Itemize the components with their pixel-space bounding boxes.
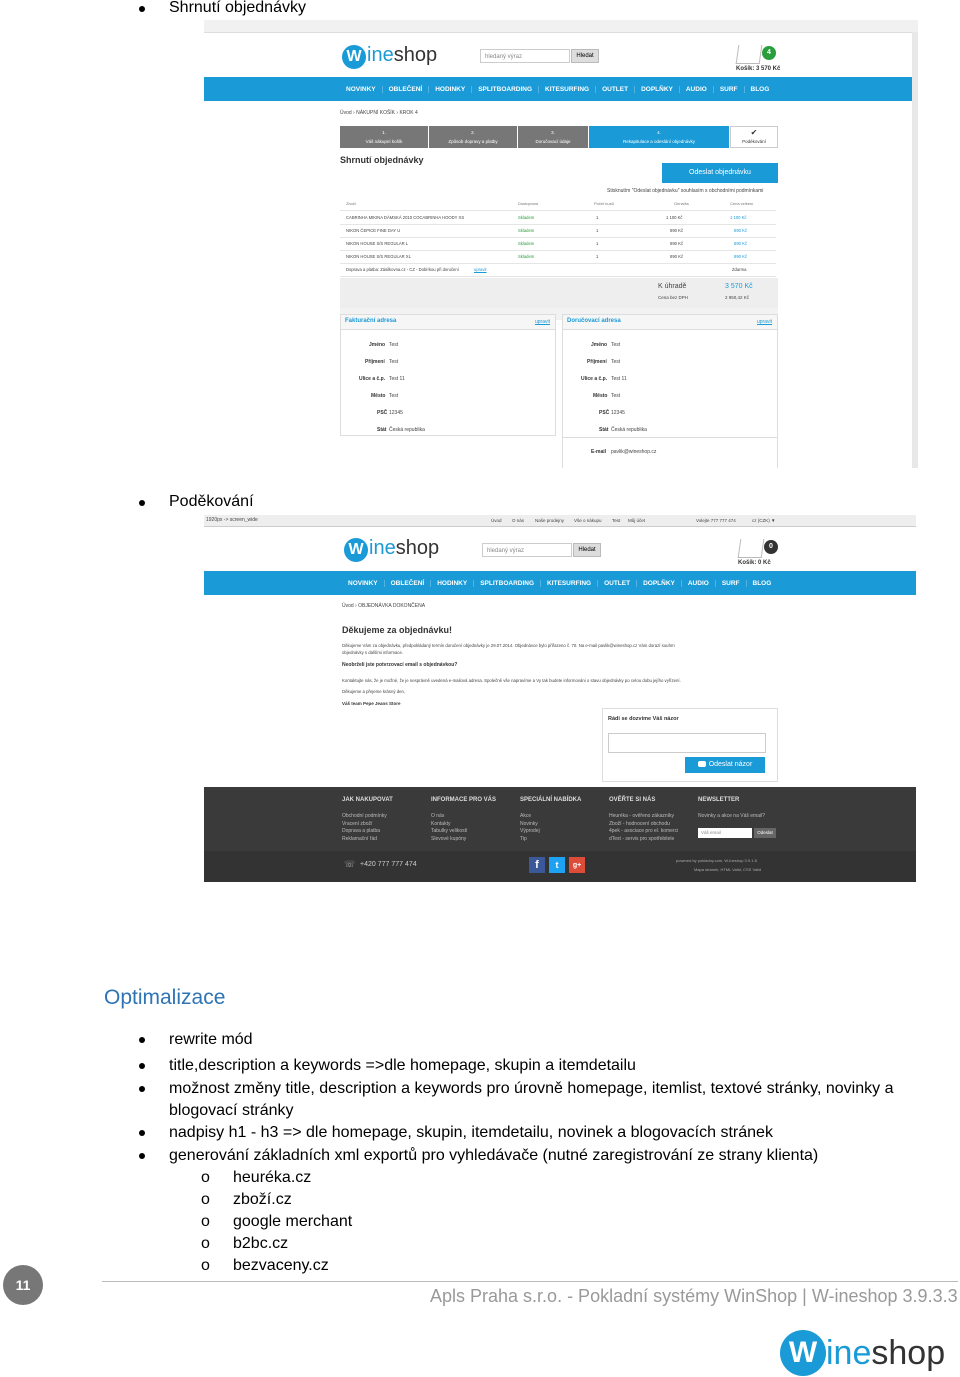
wineshop-logo[interactable]: W ineshop xyxy=(342,44,437,69)
shipping-row: Doprava a platba: Zásilkovna.cz - CZ - Dobírkou při doručení upravit Zdarma xyxy=(340,264,776,277)
list-item: nadpisy h1 - h3 => dle homepage, skupin, itemdetailu, novinek a blogovacích stránek xyxy=(169,1124,773,1141)
nav-item[interactable]: OUTLET xyxy=(598,580,637,587)
page-title: Děkujeme za objednávku! xyxy=(342,625,453,635)
twitter-icon[interactable]: t xyxy=(549,857,565,873)
checkout-step[interactable]: 3. Doručovací údaje xyxy=(518,126,588,148)
cart-icon[interactable] xyxy=(736,45,763,64)
sub-list-item: google merchant xyxy=(233,1213,353,1230)
table-row: NIKON HOUSE S/S REGULAR L Skladem 1 890 Kč 890 Kč xyxy=(340,238,776,251)
section-label-thanks: Poděkování xyxy=(169,493,254,510)
consent-text: Stisknutím "Odeslat objednávku" souhlasím s obchodními podmínkami xyxy=(607,188,764,194)
delivery-edit-link[interactable]: upravit xyxy=(757,319,773,325)
sub-bullet: o xyxy=(201,1257,210,1274)
sub-bullet: o xyxy=(201,1191,210,1208)
bullet xyxy=(139,1063,145,1069)
screenshot-order-summary xyxy=(204,20,918,468)
nav-item[interactable]: SURF xyxy=(716,580,747,587)
logo-w-circle: W xyxy=(780,1330,826,1376)
bullet xyxy=(139,1130,145,1136)
to-pay-label: K úhradě xyxy=(658,283,687,290)
section-label-summary: Shrnutí objednávky xyxy=(169,0,306,16)
cart-icon[interactable] xyxy=(738,539,765,558)
screenshot-thank-you: 1920px -> screen_wide Úvod O nás Naše prodejny Vše o nákupu Test Můj účet Volejte 777 777 474 cz (CZK) ▼ W ineshop hledaný výraz Hledat 0 Košík: 0 Kč NOVINKY OBLEČENÍ HODINKY SPLITBOARDING KITESURFING OUTLET DOPLŇKY AUDIO SURF BLOG Úvod › OBJEDNÁVKA DOKONČENA Děkujeme za objednávku! Děkujeme Vám za objednávku, předpokládaný termín doručení objednávky je 29.07.2014. Objednávce bylo přiřazeno č. 70. Na e-mail pavlik@wineshop.cz Vám dorazí souhrn objednávky s dalšími informace. Neobrželi jste potvrzovací email s objednávkou? Kontaktujte nás, že je možné, že je nesprávně uvedená e-mailová adresa. Společně vše napravíme a Vy tak budete informováni o stavu objednávky po celou dobu jejího vyřízení. Děkujeme a přejeme krásný den, Váš team Pepe Jeans Store Rádi se dozvíme Váš názor Odeslat názor JAK NAKUPOVAT Obchodní podmínky Vracení zboží Doprava a platba Reklamační řád INFORMACE PRO VÁS O nás Kontakty Tabulky velikostí Slevové kupóny SPECIÁLNÍ NABÍDKA Akce Novinky Výprodej Tip OVĚŘTE SI NÁS Heuréka - ověřeno zákazníky Zboží - hodnocení obchodu 4pek - asociace pro el. komerci dTest - servis pro spotřebitele NEWSLETTER Novinky a akce na Váš email? Váš email Odeslat ☏ +420 777 777 474 f t g+ powered by pokladny.com, W-ineshop 3.9.1.8 Mapa stránek, HTML Valid, CSS Valid xyxy=(204,515,916,882)
send-icon xyxy=(698,761,706,767)
sub-bullet: o xyxy=(201,1235,210,1252)
nav-item[interactable]: AUDIO xyxy=(682,580,716,587)
cart-count-badge: 0 xyxy=(764,540,778,554)
nav-item[interactable]: SPLITBOARDING xyxy=(474,580,541,587)
breadcrumb[interactable]: Úvod › OBJEDNÁVKA DOKONČENA xyxy=(342,603,426,609)
cart-count-badge: 4 xyxy=(762,46,776,60)
list-item: generování základních xml exportů pro vyhledávače (nutné zaregistrování ze strany klienta) xyxy=(169,1147,819,1164)
send-opinion-button[interactable]: Odeslat názor xyxy=(685,757,765,773)
main-navigation xyxy=(204,571,916,595)
nav-item[interactable]: OBLEČENÍ xyxy=(385,580,432,587)
sub-list-item: heuréka.cz xyxy=(233,1169,312,1186)
sub-list-item: zboží.cz xyxy=(233,1191,292,1208)
scrollbar[interactable] xyxy=(912,32,918,468)
billing-edit-link[interactable]: upravit xyxy=(535,319,551,325)
section-heading: Optimalizace xyxy=(104,986,226,1009)
footer-phone: +420 777 777 474 xyxy=(360,861,417,868)
search-button[interactable]: Hledat xyxy=(571,49,599,63)
table-row: NIKON ČEPICE FINE DAY U Skladem 1 890 Kč 890 Kč xyxy=(340,225,776,238)
nav-item[interactable]: NOVINKY xyxy=(342,580,385,587)
nav-item[interactable]: AUDIO xyxy=(680,86,714,93)
nav-item[interactable]: DOPLŇKY xyxy=(635,86,680,93)
nav-item[interactable]: SURF xyxy=(714,86,745,93)
nav-item[interactable]: DOPLŇKY xyxy=(637,580,682,587)
page-number: 11 xyxy=(3,1265,43,1305)
bullet xyxy=(139,1086,145,1092)
nav-item[interactable]: HODINKY xyxy=(431,580,474,587)
newsletter-button[interactable]: Odeslat xyxy=(754,828,776,838)
sub-bullet: o xyxy=(201,1213,210,1230)
phone-icon: ☏ xyxy=(344,859,356,869)
sub-list-item: b2bc.cz xyxy=(233,1235,289,1252)
bullet xyxy=(139,1037,145,1043)
footer-rule xyxy=(102,1281,958,1282)
nav-item[interactable]: KITESURFING xyxy=(539,86,596,93)
nav-item[interactable]: BLOG xyxy=(752,579,772,587)
totals-box: K úhradě 3 570 Kč Cena bez DPH 2 950,42 Kč xyxy=(340,278,778,308)
google-plus-icon[interactable]: g+ xyxy=(569,857,585,873)
page-title: Shrnutí objednávky xyxy=(340,155,424,165)
newsletter-input[interactable]: Váš email xyxy=(698,828,752,838)
billing-address-panel: Fakturační adresa upravit Jméno Test Příjmení Test Ulice a č.p. Test 11 Město Test PSČ 12345 Stát Česká republika xyxy=(340,314,556,436)
bullet xyxy=(139,500,145,506)
billing-title: Fakturační adresa xyxy=(345,318,397,324)
table-row: CABRINHA MIKINA DÁMSKÁ 2010 COCABRINHA HOODY XS Skladem 1 1 100 Kč 1 100 Kč xyxy=(340,212,776,225)
site-footer: JAK NAKUPOVAT Obchodní podmínky Vracení zboží Doprava a platba Reklamační řád INFORMACE PRO VÁS O nás Kontakty Tabulky velikostí Slevové kupóny SPECIÁLNÍ NABÍDKA Akce Novinky Výprodej Tip OVĚŘTE SI NÁS Heuréka - ověřeno zákazníky Zboží - hodnocení obchodu 4pek - asociace pro el. komerci dTest - servis pro spotřebitele NEWSLETTER Novinky a akce na Váš email? Váš email Odeslat ☏ +420 777 777 474 f t g+ powered by pokladny.com, W-ineshop 3.9.1.8 Mapa stránek, HTML Valid, CSS Valid xyxy=(204,787,916,882)
nav-item[interactable]: OBLEČENÍ xyxy=(383,86,430,93)
order-table xyxy=(340,198,776,278)
delivery-address-panel: Doručovací adresa upravit Jméno Test Příjmení Test Ulice a č.p. Test 11 Město Test PSČ 12345 Stát Česká republika E-mail pavlik@wineshop.cz xyxy=(562,314,778,468)
search-input[interactable]: hledaný výraz xyxy=(482,543,572,557)
nav-item[interactable]: BLOG xyxy=(750,85,770,93)
table-header: Zboží Dostupnost Počet kusů Gena/ks Cena celkem xyxy=(340,198,776,211)
checkout-step[interactable]: 2. Způsob dopravy a platby xyxy=(429,126,517,148)
opinion-textarea[interactable] xyxy=(608,733,766,753)
main-navigation xyxy=(204,77,912,101)
logo-w: W xyxy=(342,45,366,69)
facebook-icon[interactable]: f xyxy=(529,857,545,873)
list-item-continuation: blogovací stránky xyxy=(169,1102,294,1119)
submit-order-button[interactable]: Odeslat objednávku xyxy=(662,163,778,183)
wineshop-footer-logo: W ineshop xyxy=(780,1330,945,1376)
checkout-step[interactable]: ✔ Podékování xyxy=(730,126,778,148)
opinion-box: Rádi se dozvíme Váš názor Odeslat názor xyxy=(602,708,778,782)
nav-item[interactable]: KITESURFING xyxy=(541,580,598,587)
bullet xyxy=(139,6,145,12)
top-bar: 1920px -> screen_wide Úvod O nás Naše prodejny Vše o nákupu Test Můj účet Volejte 777 777 474 cz (CZK) ▼ xyxy=(204,515,916,527)
list-item: rewrite mód xyxy=(169,1031,253,1048)
to-pay-value: 3 570 Kč xyxy=(725,283,753,290)
list-item: možnost změny title, description a keywords pro úrovně homepage, itemlist, textové stránky, novinky a xyxy=(169,1080,894,1097)
sub-bullet: o xyxy=(201,1169,210,1186)
search-input[interactable]: hledaný výraz xyxy=(480,49,570,63)
list-item: title,description a keywords =>dle homepage, skupin a itemdetailu xyxy=(169,1057,636,1074)
table-row: NIKON HOUSE S/S REGULAR XL Skladem 1 890 Kč 890 Kč xyxy=(340,251,776,264)
browser-strip xyxy=(204,20,918,33)
breadcrumb[interactable]: Úvod › NÁKUPNÍ KOŠÍK › KROK 4 xyxy=(340,110,418,116)
checkout-step[interactable]: 1. Váš nákupní košík xyxy=(340,126,428,148)
nav-item[interactable]: OUTLET xyxy=(596,86,635,93)
nav-item[interactable]: SPLITBOARDING xyxy=(472,86,539,93)
nav-item[interactable]: HODINKY xyxy=(429,86,472,93)
footer-text: Apls Praha s.r.o. - Pokladní systémy WinShop | W-ineshop 3.9.3.3 xyxy=(430,1286,958,1306)
search-button[interactable]: Hledat xyxy=(573,543,601,557)
bullet xyxy=(139,1153,145,1159)
wineshop-logo[interactable]: W ineshop xyxy=(344,537,439,562)
checkout-step-active[interactable]: 4. Rekapitulace a odeslání objednávky xyxy=(589,126,729,148)
delivery-title: Doručovací adresa xyxy=(567,318,621,324)
cart-total[interactable]: Košík: 0 Kč xyxy=(738,560,771,566)
nav-item[interactable]: NOVINKY xyxy=(340,86,383,93)
cart-total[interactable]: Košík: 3 570 Kč xyxy=(736,66,781,72)
sub-list-item: bezvaceny.cz xyxy=(233,1257,329,1274)
